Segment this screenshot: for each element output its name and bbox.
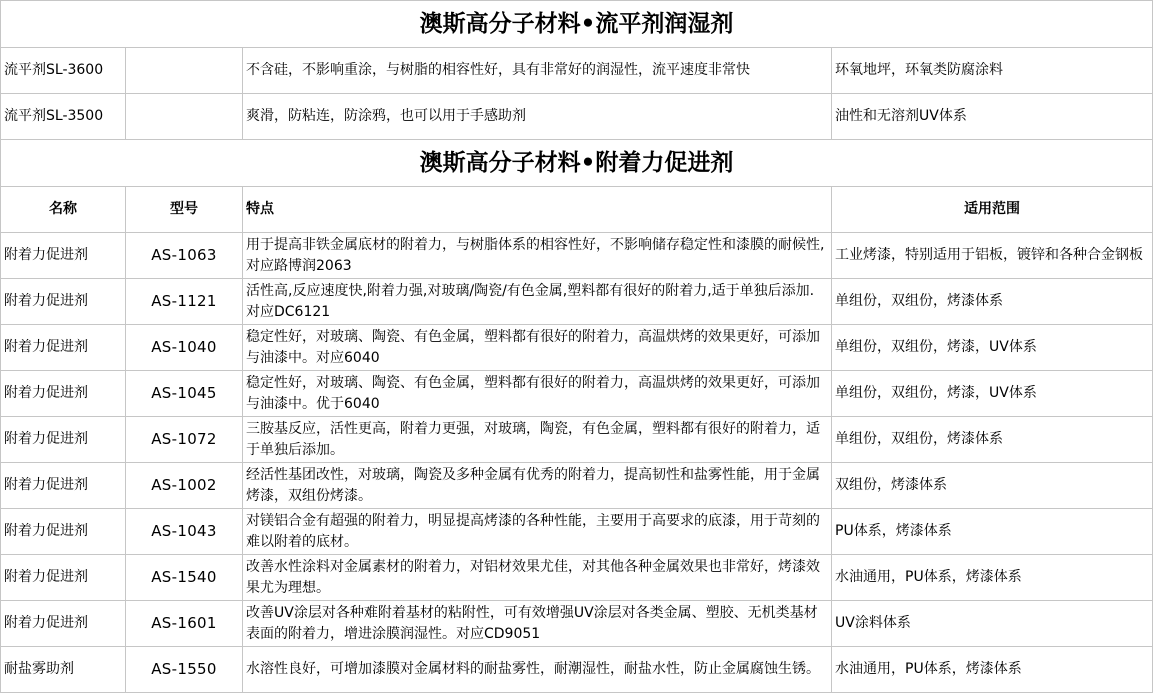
product-name: 流平剂SL-3600	[1, 48, 126, 94]
product-model: AS-1045	[126, 371, 243, 417]
section-title-leveling: 澳斯高分子材料•流平剂润湿剂	[1, 1, 1153, 48]
table-row	[1, 601, 1153, 647]
table-row	[1, 417, 1153, 463]
header-row	[1, 187, 1153, 233]
section-title-row	[1, 1, 1153, 48]
product-feature: 三胺基反应，活性更高，附着力更强，对玻璃，陶瓷，有色金属，塑料都有很好的附着力，适于单独后添加。	[243, 417, 832, 463]
product-scope: 油性和无溶剂UV体系	[832, 94, 1153, 140]
product-model: AS-1043	[126, 509, 243, 555]
product-model: AS-1121	[126, 279, 243, 325]
product-name: 附着力促进剂	[1, 371, 126, 417]
product-model: AS-1063	[126, 233, 243, 279]
product-name: 流平剂SL-3500	[1, 94, 126, 140]
product-name: 附着力促进剂	[1, 417, 126, 463]
product-scope: 水油通用，PU体系，烤漆体系	[832, 647, 1153, 693]
header-name: 名称	[1, 187, 126, 233]
product-feature: 稳定性好，对玻璃、陶瓷、有色金属，塑料都有很好的附着力，高温烘烤的效果更好，可添加与油漆中。优于6040	[243, 371, 832, 417]
product-name: 附着力促进剂	[1, 555, 126, 601]
table-row	[1, 325, 1153, 371]
product-scope: PU体系，烤漆体系	[832, 509, 1153, 555]
product-name: 附着力促进剂	[1, 279, 126, 325]
product-feature: 经活性基团改性，对玻璃，陶瓷及多种金属有优秀的附着力，提高韧性和盐雾性能，用于金属烤漆，双组份烤漆。	[243, 463, 832, 509]
table-row	[1, 647, 1153, 693]
product-model: AS-1540	[126, 555, 243, 601]
product-model	[126, 48, 243, 94]
product-model	[126, 94, 243, 140]
header-model: 型号	[126, 187, 243, 233]
header-scope: 适用范围	[832, 187, 1153, 233]
product-name: 附着力促进剂	[1, 601, 126, 647]
product-name: 附着力促进剂	[1, 509, 126, 555]
product-scope: 单组份，双组份，烤漆体系	[832, 279, 1153, 325]
product-feature: 对镁铝合金有超强的附着力，明显提高烤漆的各种性能，主要用于高要求的底漆，用于苛刻的难以附着的底材。	[243, 509, 832, 555]
product-scope: UV涂料体系	[832, 601, 1153, 647]
product-model: AS-1002	[126, 463, 243, 509]
product-scope: 工业烤漆，特别适用于铝板，镀锌和各种合金钢板	[832, 233, 1153, 279]
table-row	[1, 233, 1153, 279]
product-scope: 双组份，烤漆体系	[832, 463, 1153, 509]
product-feature: 不含硅，不影响重涂，与树脂的相容性好，具有非常好的润湿性，流平速度非常快	[243, 48, 832, 94]
product-feature: 水溶性良好，可增加漆膜对金属材料的耐盐雾性，耐潮湿性，耐盐水性，防止金属腐蚀生锈。	[243, 647, 832, 693]
table-row	[1, 94, 1153, 140]
product-model: AS-1550	[126, 647, 243, 693]
table-row	[1, 509, 1153, 555]
product-scope: 单组份，双组份，烤漆，UV体系	[832, 325, 1153, 371]
product-model: AS-1601	[126, 601, 243, 647]
section-title-adhesion: 澳斯高分子材料•附着力促进剂	[1, 140, 1153, 187]
product-name: 附着力促进剂	[1, 463, 126, 509]
product-model: AS-1040	[126, 325, 243, 371]
product-feature: 稳定性好，对玻璃、陶瓷、有色金属，塑料都有很好的附着力，高温烘烤的效果更好，可添加与油漆中。对应6040	[243, 325, 832, 371]
product-feature: 改善UV涂层对各种难附着基材的粘附性，可有效增强UV涂层对各类金属、塑胶、无机类基材表面的附着力，增进涂膜润湿性。对应CD9051	[243, 601, 832, 647]
table-row	[1, 463, 1153, 509]
product-name: 附着力促进剂	[1, 233, 126, 279]
product-feature: 用于提高非铁金属底材的附着力，与树脂体系的相容性好，不影响储存稳定性和漆膜的耐候性,对应路博润2063	[243, 233, 832, 279]
product-feature: 改善水性涂料对金属素材的附着力，对铝材效果尤佳，对其他各种金属效果也非常好，烤漆效果尤为理想。	[243, 555, 832, 601]
product-name: 耐盐雾助剂	[1, 647, 126, 693]
product-scope: 单组份，双组份，烤漆体系	[832, 417, 1153, 463]
product-scope: 单组份，双组份，烤漆，UV体系	[832, 371, 1153, 417]
product-scope: 环氧地坪，环氧类防腐涂料	[832, 48, 1153, 94]
table-row	[1, 48, 1153, 94]
table-row	[1, 371, 1153, 417]
table-row	[1, 279, 1153, 325]
product-model: AS-1072	[126, 417, 243, 463]
product-feature: 活性高,反应速度快,附着力强,对玻璃/陶瓷/有色金属,塑料都有很好的附着力,适于单独后添加.对应DC6121	[243, 279, 832, 325]
header-feature: 特点	[243, 187, 832, 233]
product-feature: 爽滑，防粘连，防涂鸦，也可以用于手感助剂	[243, 94, 832, 140]
section-title-row	[1, 140, 1153, 187]
table-row	[1, 555, 1153, 601]
product-name: 附着力促进剂	[1, 325, 126, 371]
product-scope: 水油通用，PU体系，烤漆体系	[832, 555, 1153, 601]
